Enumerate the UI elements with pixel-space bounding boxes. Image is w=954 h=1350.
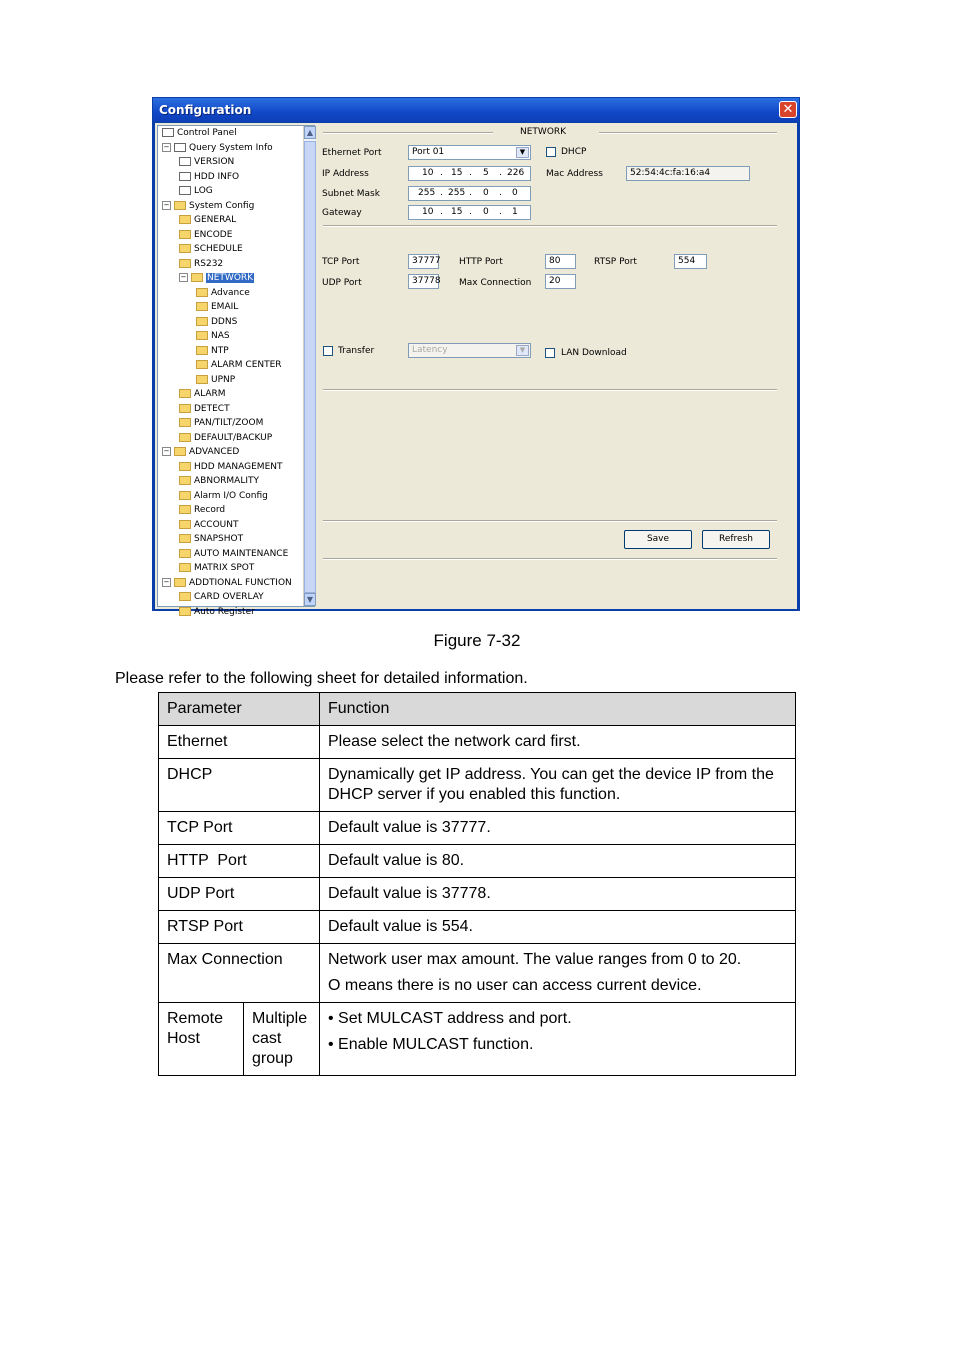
tree-item[interactable] <box>179 533 243 546</box>
folder-icon <box>179 476 191 485</box>
mac-address-field: 52:54:4c:fa:16:a4 <box>626 166 750 181</box>
transfer-select <box>408 343 531 358</box>
param-cell: RTSP Port <box>159 911 320 944</box>
ip-address-label: IP Address <box>322 169 369 179</box>
lan-download-label: LAN Download <box>561 348 627 358</box>
ip-octet-4: 226 <box>507 168 525 178</box>
table-row <box>159 726 796 759</box>
expand-toggle-icon[interactable]: − <box>180 273 187 281</box>
folder-icon <box>179 244 191 253</box>
tree-item[interactable] <box>179 171 239 184</box>
tree-item[interactable] <box>196 345 229 358</box>
expand-toggle-icon[interactable]: − <box>163 142 170 151</box>
tree-item-label: VERSION <box>194 157 235 167</box>
tree-item-label: DDNS <box>211 316 238 327</box>
param-cell: TCP Port <box>159 812 320 845</box>
folder-icon <box>179 563 191 572</box>
function-cell: Default value is 554. <box>320 911 796 944</box>
function-cell <box>320 1003 796 1076</box>
ip-address-field[interactable]: 10 . 15 . 5 . 226 <box>408 166 531 181</box>
tree-item[interactable] <box>179 461 282 474</box>
tcp-port-field[interactable]: 37777 <box>408 254 439 269</box>
tree-item-label: NETWORK <box>207 273 254 283</box>
gateway-label: Gateway <box>322 208 362 218</box>
tree-scrollbar[interactable] <box>303 126 316 606</box>
folder-icon <box>179 433 191 442</box>
folder-icon <box>196 331 208 340</box>
tree-item[interactable] <box>162 200 254 213</box>
document-icon <box>162 128 174 137</box>
window-title: Configuration <box>159 103 252 117</box>
sub-param-cell: Multiple cast group <box>244 1003 320 1076</box>
tree-item[interactable] <box>179 475 259 488</box>
tree-item[interactable] <box>196 287 250 300</box>
tree-item-label: ALARM <box>194 389 226 399</box>
gateway-octet-1: 10 <box>422 207 434 217</box>
ethernet-port-value: Port 01 <box>412 147 445 157</box>
function-cell: Dynamically get IP address. You can get the device IP from the DHCP server if you enabled this function. <box>320 759 796 812</box>
table-row <box>159 1003 796 1076</box>
table-row <box>159 878 796 911</box>
tree-item-label: NAS <box>211 331 230 341</box>
param-cell: DHCP <box>159 759 320 812</box>
folder-icon <box>196 302 208 311</box>
tree-item[interactable] <box>196 374 235 387</box>
document-icon <box>179 157 191 166</box>
tree-item-label: AUTO MAINTENANCE <box>194 548 289 559</box>
document-icon <box>174 143 186 152</box>
gateway-octet-3: 0 <box>483 207 489 217</box>
tree-item-label: ABNORMALITY <box>194 476 259 486</box>
tree-item[interactable] <box>196 301 238 314</box>
function-cell: Default value is 80. <box>320 845 796 878</box>
tcp-port-label: TCP Port <box>322 257 360 267</box>
rtsp-port-label: RTSP Port <box>594 257 637 267</box>
http-port-label: HTTP Port <box>459 257 503 267</box>
bullet-item: • Set MULCAST address and port. <box>328 1010 572 1027</box>
http-port-field[interactable]: 80 <box>545 254 576 269</box>
transfer-label: Transfer <box>338 346 375 356</box>
tree-item-label: Query System Info <box>189 142 273 153</box>
header-function: Function <box>320 693 796 726</box>
gateway-octet-2: 15 <box>451 207 463 217</box>
network-panel <box>319 125 795 607</box>
tree-item-label: ACCOUNT <box>194 519 239 530</box>
table-row <box>159 911 796 944</box>
tree-item-label: SCHEDULE <box>194 244 243 254</box>
document-icon <box>179 186 191 195</box>
param-cell: Ethernet <box>159 726 320 759</box>
tree-item-label: Record <box>194 505 226 515</box>
folder-icon <box>196 346 208 355</box>
function-line-1: Network user max amount. The value ranges from 0 to 20. <box>328 951 742 968</box>
tree-item[interactable] <box>179 591 264 604</box>
intro-text: Please refer to the following sheet for detailed information. <box>115 670 528 687</box>
gateway-field[interactable]: 10 . 15 . 0 . 1 <box>408 205 531 220</box>
dhcp-label: DHCP <box>561 147 587 157</box>
scroll-thumb[interactable] <box>304 141 316 593</box>
window-client <box>155 123 797 617</box>
parameter-table <box>158 692 796 1076</box>
expand-toggle-icon[interactable]: − <box>163 447 170 455</box>
function-line-2: O means there is no user can access current device. <box>328 977 702 994</box>
tree-item-label: GENERAL <box>194 215 237 225</box>
tree-item[interactable] <box>179 519 238 532</box>
tree-item[interactable] <box>179 272 254 285</box>
tree-item[interactable] <box>179 417 263 430</box>
folder-icon <box>179 505 191 514</box>
folder-icon <box>174 447 186 456</box>
mac-address-label: Mac Address <box>546 169 603 179</box>
function-cell: Default value is 37778. <box>320 878 796 911</box>
tree-item[interactable] <box>179 548 288 561</box>
tree-item[interactable] <box>179 388 226 401</box>
function-cell: Please select the network card first. <box>320 726 796 759</box>
folder-icon <box>174 578 186 587</box>
tree-item-label: UPNP <box>211 374 236 385</box>
rtsp-port-field[interactable]: 554 <box>674 254 707 269</box>
tree-item[interactable] <box>179 432 272 445</box>
tree-item-label: Auto Register <box>194 606 255 617</box>
folder-icon <box>179 404 191 413</box>
document-icon <box>179 172 191 181</box>
tree-item-label: MATRIX SPOT <box>194 563 255 573</box>
table-row <box>159 759 796 812</box>
gateway-octet-4: 1 <box>512 207 518 217</box>
tree-item[interactable] <box>196 359 282 372</box>
tree-item-label: Alarm I/O Config <box>194 490 268 501</box>
chevron-down-icon: ▼ <box>516 345 529 356</box>
tree-item-label: LOG <box>194 186 213 196</box>
subnet-octet-3: 0 <box>483 188 489 198</box>
tree-item-label: DETECT <box>194 403 230 414</box>
tree-item[interactable] <box>162 577 292 590</box>
folder-icon <box>174 201 186 210</box>
tree-item[interactable] <box>179 403 230 416</box>
tree-item[interactable] <box>162 127 237 140</box>
transfer-value: Latency <box>412 345 448 355</box>
folder-icon <box>179 520 191 529</box>
folder-icon <box>196 360 208 369</box>
max-connection-field[interactable]: 20 <box>545 274 576 289</box>
folder-icon <box>179 549 191 558</box>
dhcp-checkbox[interactable] <box>546 147 556 157</box>
folder-icon <box>179 534 191 543</box>
folder-icon <box>179 418 191 427</box>
udp-port-label: UDP Port <box>322 278 362 288</box>
tree-item-label: SNAPSHOT <box>194 534 244 544</box>
tree-item[interactable] <box>179 490 268 503</box>
param-cell: HTTP Port <box>159 845 320 878</box>
ip-octet-2: 15 <box>451 168 463 178</box>
function-cell: Default value is 37777. <box>320 812 796 845</box>
param-cell: Remote Host <box>159 1003 244 1076</box>
scroll-down-icon[interactable]: ▼ <box>304 593 316 606</box>
tree-item[interactable] <box>179 243 243 256</box>
tree-item[interactable] <box>162 142 273 155</box>
save-button[interactable]: Save <box>624 530 692 549</box>
param-cell: Max Connection <box>159 944 320 1003</box>
max-connection-label: Max Connection <box>459 278 532 288</box>
folder-icon <box>179 230 191 239</box>
udp-port-field[interactable]: 37778 <box>408 274 439 289</box>
tree-item-label: HDD MANAGEMENT <box>194 461 283 472</box>
close-icon[interactable]: ✕ <box>779 101 797 118</box>
expand-toggle-icon[interactable]: − <box>163 200 170 209</box>
table-header <box>159 693 796 726</box>
subnet-mask-label: Subnet Mask <box>322 189 380 199</box>
tree-item[interactable] <box>179 156 234 169</box>
tree-item[interactable] <box>179 562 254 575</box>
navigation-tree <box>157 125 315 617</box>
configuration-window <box>152 97 800 617</box>
figure-caption: Figure 7-32 <box>433 631 521 650</box>
tree-item-label: RS232 <box>194 258 224 269</box>
folder-icon <box>179 592 191 601</box>
folder-icon <box>179 491 191 500</box>
tree-item-label: HDD INFO <box>194 171 240 182</box>
tree-item[interactable] <box>179 258 223 271</box>
chevron-down-icon[interactable]: ▼ <box>516 147 529 158</box>
scroll-up-icon[interactable]: ▲ <box>304 126 316 139</box>
ip-octet-1: 10 <box>422 168 434 178</box>
folder-icon <box>179 215 191 224</box>
tree-item-label: System Config <box>189 200 255 211</box>
bullet-item: • Enable MULCAST function. <box>328 1036 534 1053</box>
lan-download-checkbox[interactable] <box>545 348 555 358</box>
header-parameter: Parameter <box>159 693 320 726</box>
ethernet-port-label: Ethernet Port <box>322 148 382 158</box>
subnet-mask-field[interactable]: 255 . 255 . 0 . 0 <box>408 186 531 201</box>
subnet-octet-1: 255 <box>418 188 436 198</box>
tree-item-label: ADVANCED <box>189 447 240 457</box>
title-bar[interactable] <box>153 98 799 122</box>
transfer-checkbox[interactable] <box>323 346 333 356</box>
tree-item-label: PAN/TILT/ZOOM <box>194 418 264 428</box>
tree-item[interactable] <box>179 606 255 619</box>
function-cell <box>320 944 796 1003</box>
tree-item[interactable] <box>179 504 225 517</box>
param-cell: UDP Port <box>159 878 320 911</box>
folder-icon <box>196 317 208 326</box>
ethernet-port-select[interactable] <box>408 145 531 160</box>
folder-icon <box>179 259 191 268</box>
tree-item[interactable] <box>196 316 237 329</box>
folder-icon <box>179 607 191 616</box>
tree-item-label: NTP <box>211 345 229 356</box>
folder-icon <box>196 288 208 297</box>
ip-octet-3: 5 <box>483 168 489 178</box>
tree-item-label: CARD OVERLAY <box>194 592 264 602</box>
folder-icon <box>196 375 208 384</box>
table-row <box>159 944 796 1003</box>
tree-item-label: ENCODE <box>194 229 233 240</box>
expand-toggle-icon[interactable]: − <box>163 577 170 586</box>
folder-icon <box>179 389 191 398</box>
section-title: NETWORK <box>520 127 567 137</box>
table-row <box>159 812 796 845</box>
tree-item-label: ALARM CENTER <box>211 360 282 370</box>
tree-item[interactable] <box>179 185 213 198</box>
folder-icon <box>191 273 203 282</box>
tree-item[interactable] <box>196 330 230 343</box>
refresh-button[interactable]: Refresh <box>702 530 770 549</box>
subnet-octet-4: 0 <box>512 188 518 198</box>
tree-item-label: ADDTIONAL FUNCTION <box>189 577 292 588</box>
tree-item[interactable] <box>179 214 236 227</box>
tree-item-label: Advance <box>211 287 250 298</box>
subnet-octet-2: 255 <box>448 188 466 198</box>
tree-item-label: EMAIL <box>211 302 239 312</box>
tree-item-label: Control Panel <box>177 128 237 138</box>
table-row <box>159 845 796 878</box>
tree-item[interactable] <box>179 229 232 242</box>
folder-icon <box>179 462 191 471</box>
tree-item[interactable] <box>162 446 239 459</box>
tree-item-label: DEFAULT/BACKUP <box>194 432 273 443</box>
